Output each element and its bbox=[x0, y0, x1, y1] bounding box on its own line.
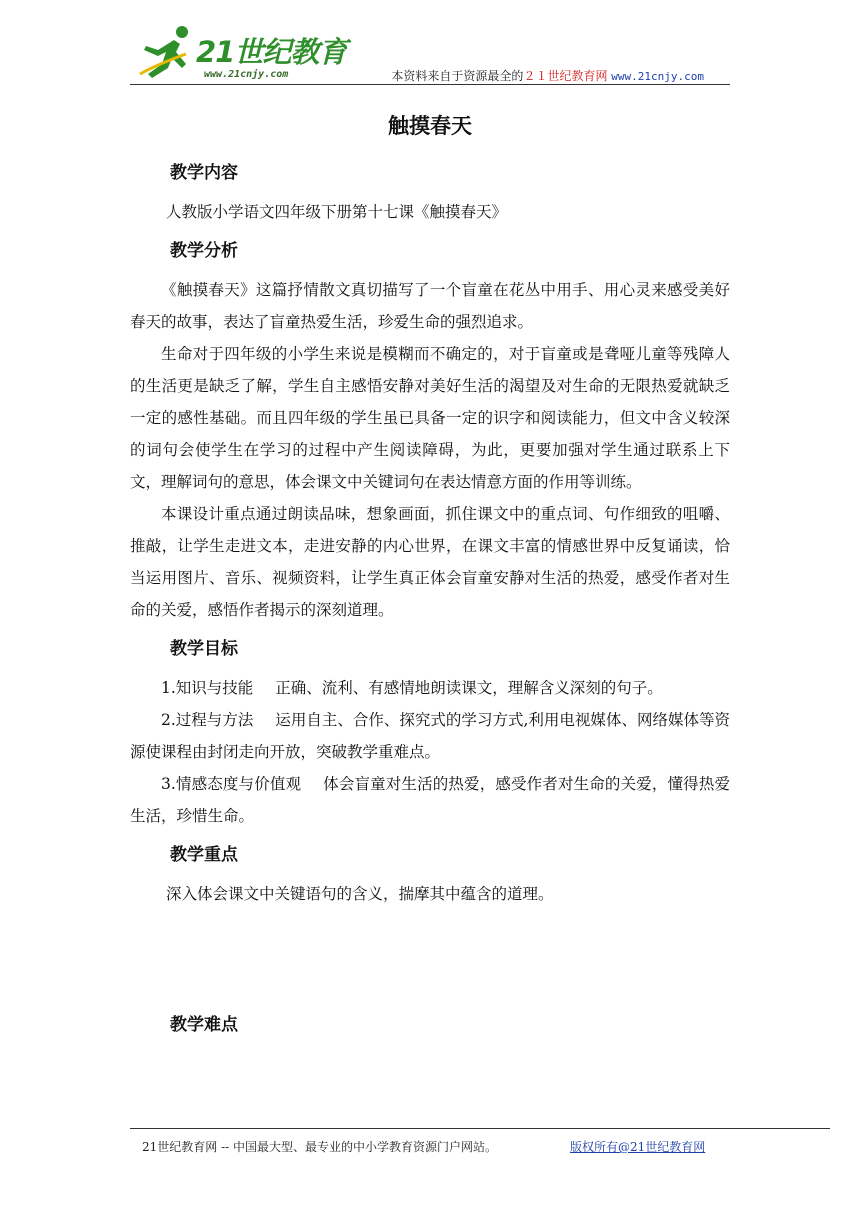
section-heading-analysis: 教学分析 bbox=[170, 241, 238, 261]
document-body bbox=[130, 110, 730, 1048]
blank-space bbox=[130, 920, 730, 1012]
header-note bbox=[391, 67, 704, 84]
header-divider bbox=[130, 84, 730, 85]
key-text: 深入体会课文中关键语句的含义，揣摩其中蕴含的道理。 bbox=[166, 885, 554, 903]
footer-divider bbox=[130, 1128, 830, 1129]
analysis-paragraph: 《触摸春天》这篇抒情散文真切描写了一个盲童在花丛中用手、用心灵来感受美好春天的故事，表达了盲童热爱生活，珍爱生命的强烈追求。 bbox=[130, 281, 730, 331]
section-goals bbox=[130, 636, 730, 832]
page-header bbox=[130, 20, 730, 86]
goal-text: 体会盲童对生活的热爱，感受作者对生命的关爱，懂得热爱生活，珍惜生命。 bbox=[130, 775, 730, 825]
footer-copyright-link[interactable]: 版权所有@21世纪教育网 bbox=[570, 1140, 706, 1154]
goal-text: 正确、流利、有感情地朗读课文，理解含义深刻的句子。 bbox=[275, 679, 663, 697]
section-heading-goals: 教学目标 bbox=[170, 639, 238, 659]
analysis-paragraph: 生命对于四年级的小学生来说是模糊而不确定的，对于盲童或是聋哑儿童等残障人的生活更是缺乏了解，学生自主感悟安静对美好生活的渴望及对生命的无限热爱就缺乏一定的感性基础。而且四年级的学生虽已具备一定的识字和阅读能力，但文中含义较深的词句会使学生在学习的过程中产生阅读障碍，为此，更要加强对学生通过联系上下文，理解词句的意思，体会课文中关键词句在表达情意方面的作用等训练。 bbox=[130, 345, 730, 491]
analysis-paragraph: 本课设计重点通过朗读品味，想象画面，抓住课文中的重点词、句作细致的咀嚼、推敲，让学生走进文本，走进安静的内心世界，在课文丰富的情感世界中反复诵读，恰当运用图片、音乐、视频资料，让学生真正体会盲童安静对生活的热爱，感受作者对生命的关爱，感悟作者揭示的深刻道理。 bbox=[130, 505, 730, 619]
footer-left-text: 21世纪教育网 -- 中国最大型、最专业的中小学教育资源门户网站。 bbox=[142, 1140, 498, 1154]
logo-url-text: www.21cnjy.com bbox=[204, 69, 289, 80]
header-note-url[interactable]: www.21cnjy.com bbox=[611, 70, 704, 83]
section-key bbox=[130, 842, 730, 910]
goal-label: 2.过程与方法 bbox=[161, 711, 254, 729]
goal-label: 3.情感态度与价值观 bbox=[161, 775, 302, 793]
content-text: 人教版小学语文四年级下册第十七课《触摸春天》 bbox=[166, 203, 508, 221]
section-heading-difficulty: 教学难点 bbox=[170, 1015, 238, 1035]
goal-item bbox=[130, 704, 730, 768]
section-content bbox=[130, 160, 730, 228]
goal-text: 运用自主、合作、探究式的学习方式,利用电视媒体、网络媒体等资源使课程由封闭走向开放，突破教学重难点。 bbox=[130, 711, 730, 761]
section-heading-key: 教学重点 bbox=[170, 845, 238, 865]
section-difficulty bbox=[130, 1012, 730, 1038]
goal-item bbox=[130, 672, 730, 704]
runner-logo-icon bbox=[138, 24, 196, 82]
logo-brand-text: 21世纪教育 bbox=[196, 35, 347, 69]
header-note-prefix: 本资料来自于资源最全的 bbox=[391, 69, 524, 83]
goal-item bbox=[130, 768, 730, 832]
goal-label: 1.知识与技能 bbox=[161, 679, 254, 697]
header-note-brand[interactable]: ２１世纪教育网 bbox=[523, 69, 608, 83]
document-title: 触摸春天 bbox=[388, 114, 472, 138]
section-heading-content: 教学内容 bbox=[170, 163, 238, 183]
page-footer bbox=[142, 1138, 822, 1155]
site-logo[interactable] bbox=[138, 24, 347, 84]
section-analysis bbox=[130, 238, 730, 626]
